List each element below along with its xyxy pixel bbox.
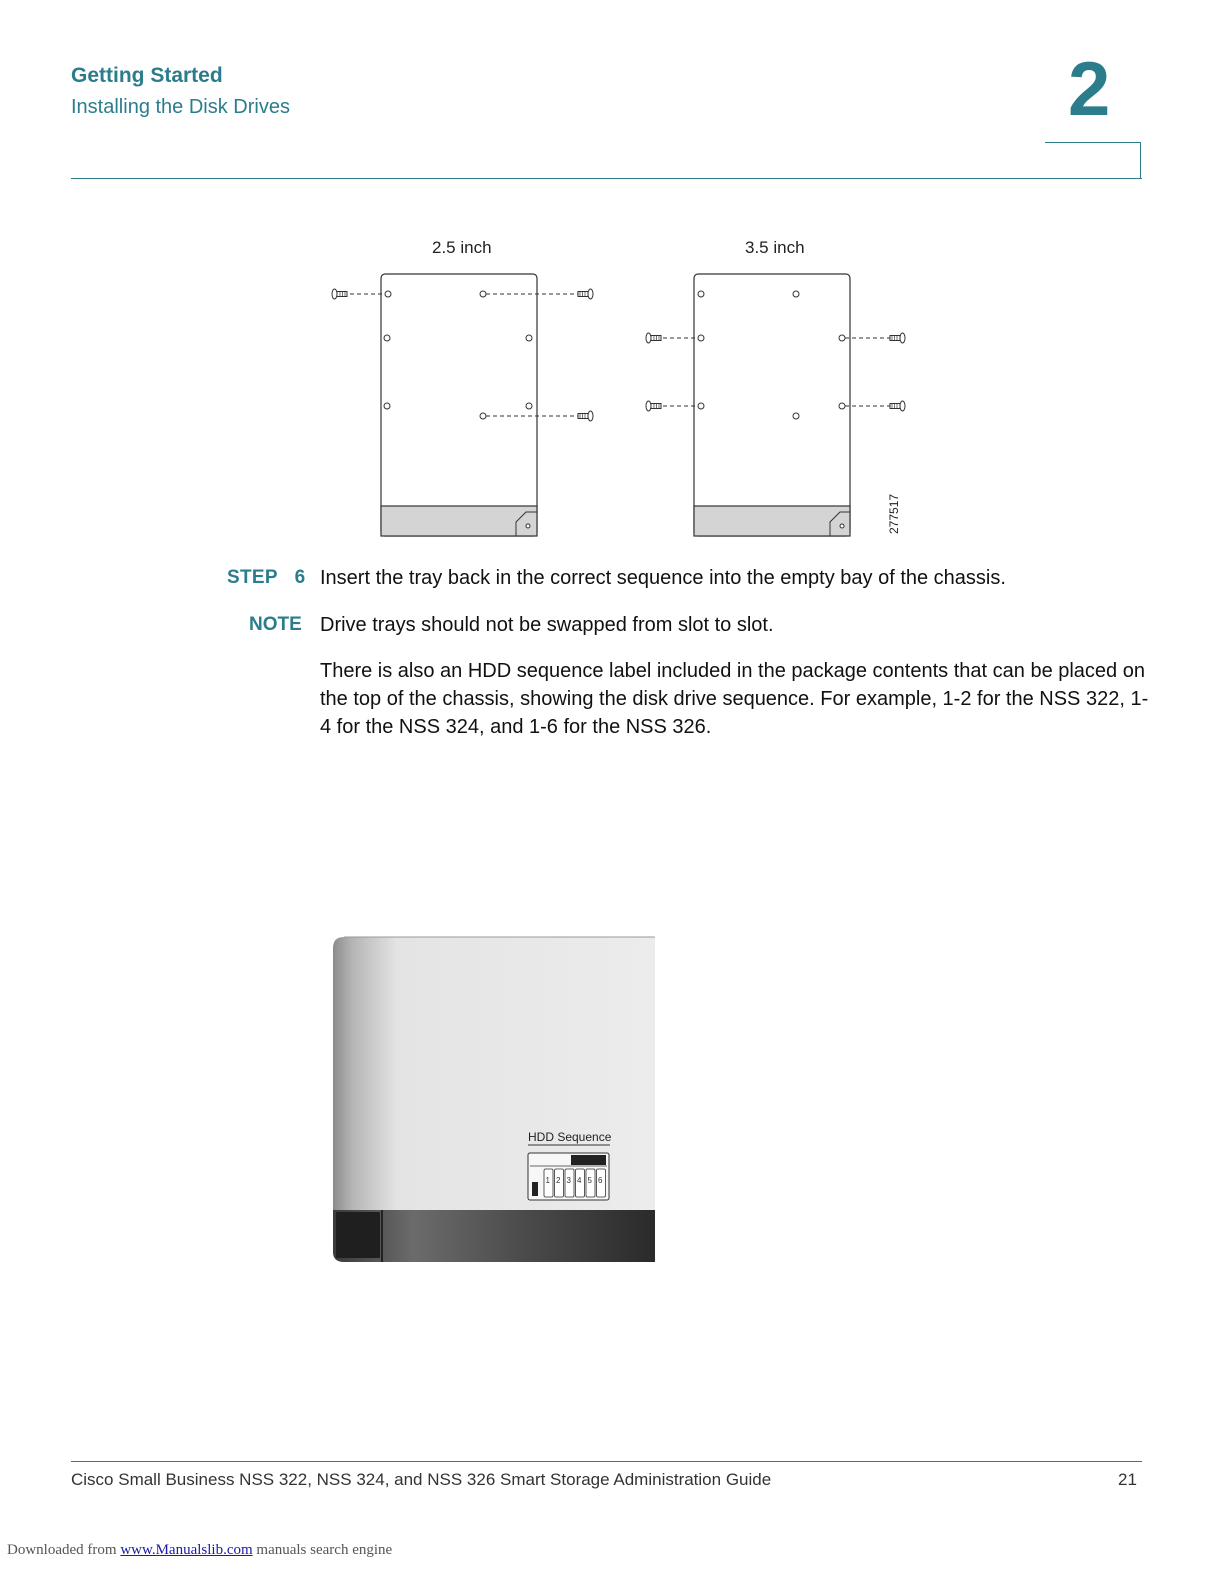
chapter-tab-box (1045, 142, 1141, 179)
tray-label-3-5-inch: 3.5 inch (745, 238, 805, 257)
hdd-slot-number: 2 (556, 1176, 561, 1185)
tray-label-2-5-inch: 2.5 inch (432, 238, 492, 257)
note-text: Drive trays should not be swapped from slot to slot. (320, 614, 774, 636)
chassis-illustration (330, 934, 660, 1266)
hdd-slot-number: 1 (545, 1176, 550, 1185)
hdd-slot-number: 5 (587, 1176, 592, 1185)
tray-2-5-inch (332, 274, 593, 536)
body-paragraph: There is also an HDD sequence label included in the package contents that can be placed on the top of the chassis, showing the disk drive sequence. For example, 1-2 for the NSS 322, 1-4 for the NSS 324, and 1-6 for the NSS 326. (320, 660, 1149, 738)
chapter-number: 2 (1068, 47, 1111, 132)
screw-icon (890, 333, 905, 343)
hdd-sequence-title: HDD Sequence (528, 1130, 612, 1144)
screw-icon (578, 289, 593, 299)
footer-guide-title: Cisco Small Business NSS 322, NSS 324, and NSS 326 Smart Storage Administration Guide (71, 1470, 772, 1489)
page-number: 21 (1118, 1470, 1137, 1489)
screw-icon (332, 289, 347, 299)
header-rule (71, 178, 1142, 179)
download-note: Downloaded from www.Manualslib.com manuals search engine (7, 1542, 393, 1558)
tray-3-5-inch (646, 274, 905, 536)
hdd-slot-number: 6 (598, 1176, 603, 1185)
hdd-slot-number: 3 (566, 1176, 571, 1185)
screw-icon (646, 401, 661, 411)
screw-icon (890, 401, 905, 411)
manualslib-link[interactable]: www.Manualslib.com (120, 1542, 253, 1558)
note-label: NOTE (249, 614, 302, 635)
screw-icon (646, 333, 661, 343)
footer-rule (71, 1461, 1142, 1462)
figure-id: 277517 (887, 493, 901, 534)
step-text: Insert the tray back in the correct sequence into the empty bay of the chassis. (320, 567, 1006, 589)
section-title: Installing the Disk Drives (71, 96, 290, 118)
hdd-slot-number: 4 (577, 1176, 582, 1185)
step-number: 6 (294, 567, 306, 588)
screw-icon (578, 411, 593, 421)
step-label: STEP 6 (227, 567, 306, 588)
drive-tray-diagram (320, 260, 920, 550)
chapter-title: Getting Started (71, 64, 223, 87)
